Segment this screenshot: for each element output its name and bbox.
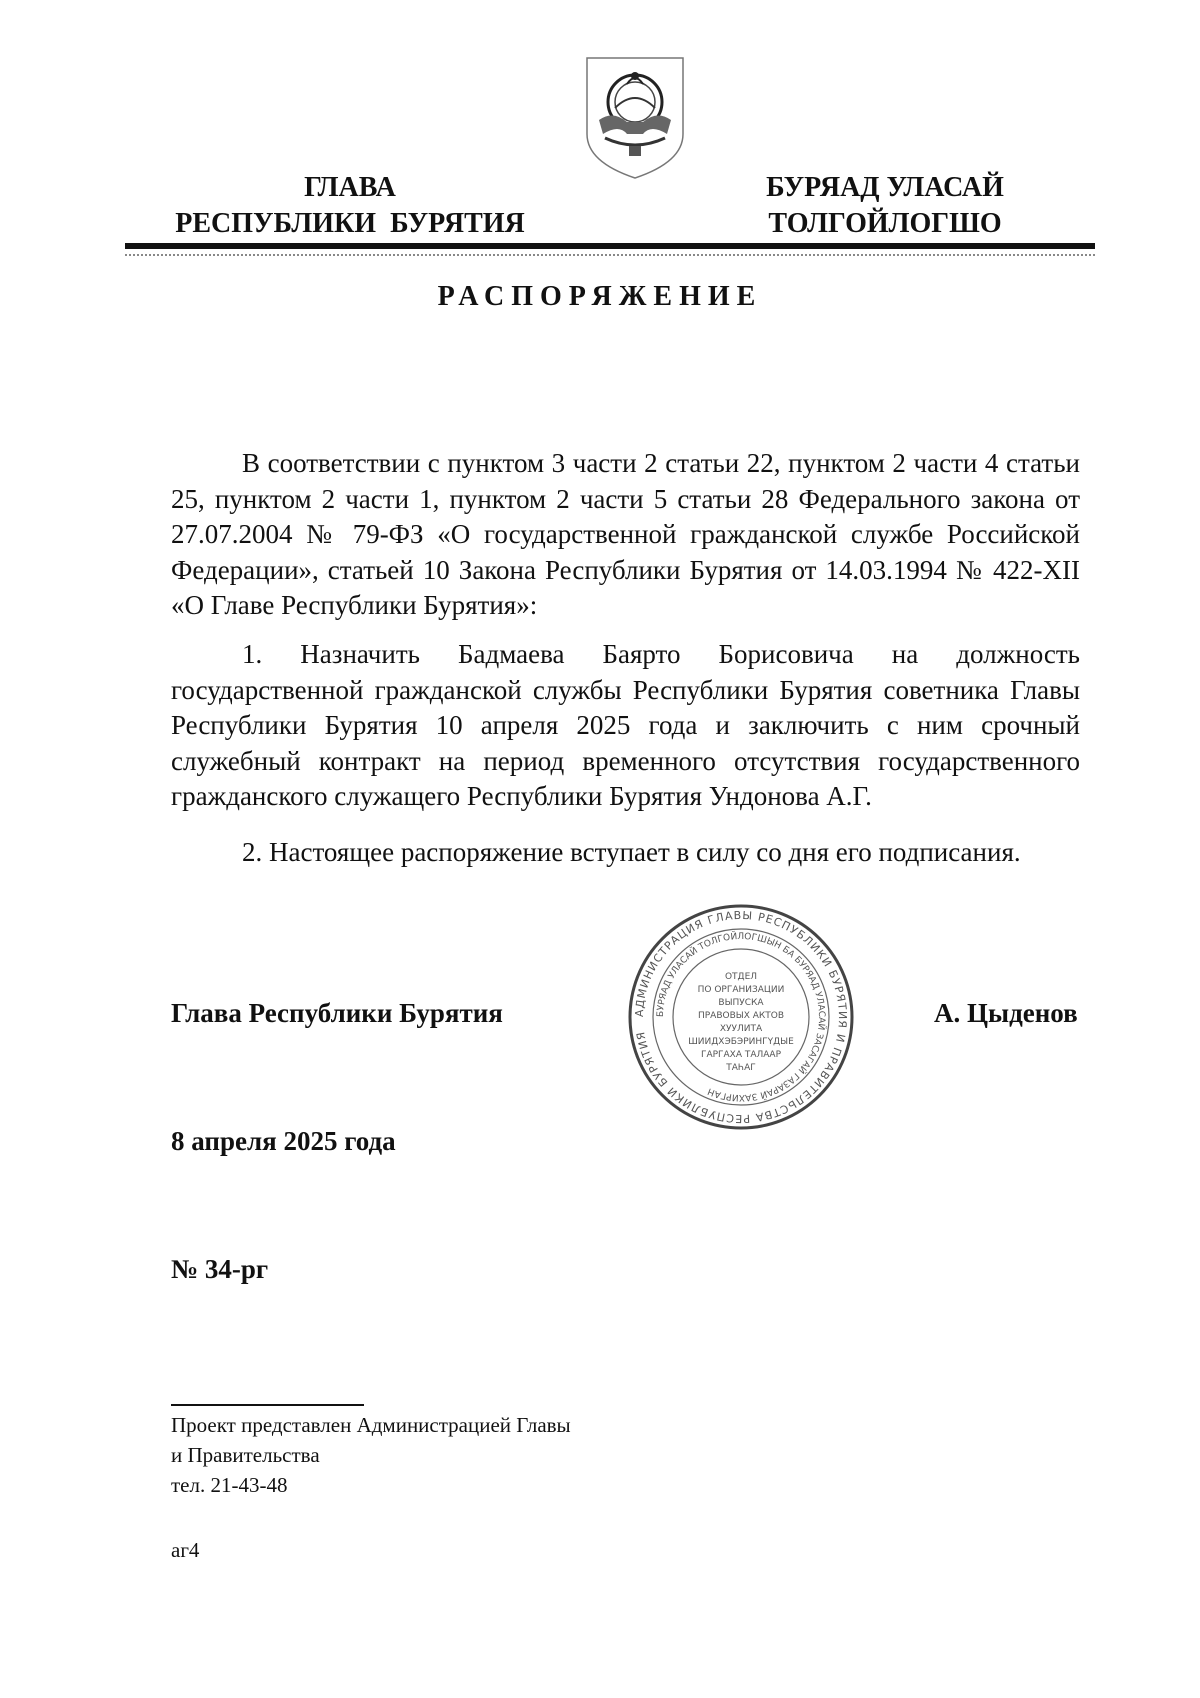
item-1-paragraph: 1. Назначить Бадмаева Баярто Борисовича на должность государственной гражданской службы Республики Бурятия советника Главы Республики Бурятия 10 апреля 2025 года и заключить с ним срочный служебный контракт на период временного отсутствия государственного гражданского служащего Республики Бурятия Ундонова А.Г. xyxy=(171,639,1080,811)
footnote-line1: Проект представлен Администрацией Главы xyxy=(171,1413,571,1437)
preamble-paragraph: В соответствии с пунктом 3 части 2 статьи 22, пунктом 2 части 4 статьи 25, пунктом 2 части 1, пунктом 2 части 5 статьи 28 Федерального закона от 27.07.2004 № 79-ФЗ «О государственной гражданской службе Российской Федерации», статьей 10 Закона Республики Бурятия от 14.03.1994 № 422-XII «О Главе Республики Бурятия»: xyxy=(171,448,1080,620)
footnote-divider xyxy=(171,1404,364,1406)
seal-outer-ring-text: АДМИНИСТРАЦИЯ ГЛАВЫ РЕСПУБЛИКИ БУРЯТИЯ И ПРАВИТЕЛЬСТВА РЕСПУБЛИКИ БУРЯТИЯ xyxy=(632,908,850,1126)
seal-center-line: ШИИДХЭБЭРИНГҮДЫЕ xyxy=(688,1037,794,1047)
seal-center-line: ТАҺАГ xyxy=(726,1063,756,1073)
seal-center-line: ОТДЕЛ xyxy=(724,972,758,982)
header-right-line2: ТОЛГОЙЛОГШО xyxy=(768,208,1002,239)
header-divider-thin xyxy=(125,254,1095,256)
document-number: № 34-рг xyxy=(171,1254,269,1284)
document-date: 8 апреля 2025 года xyxy=(171,1126,396,1156)
seal-center-line: ВЫПУСКА xyxy=(718,998,764,1008)
header-right xyxy=(735,170,1035,242)
footnote-line2: и Правительства xyxy=(171,1443,320,1467)
official-seal-stamp xyxy=(627,903,855,1131)
header-left xyxy=(160,170,540,242)
signatory-name: А. Цыденов xyxy=(934,998,1078,1028)
header-left-line1: ГЛАВА xyxy=(304,172,396,203)
seal-center-line: ПО ОРГАНИЗАЦИИ xyxy=(697,985,785,995)
seal-inner-ring-text: БУРЯАД УЛАСАЙ ТОЛГОЙЛОГШЫН БА БУРЯАД УЛАСАЙ ЗАСАГАЙ ГАЗАРАЙ ЗАХИРГАН xyxy=(655,931,827,1103)
coat-of-arms-emblem xyxy=(583,54,687,182)
signatory-title: Глава Республики Бурятия xyxy=(171,998,503,1028)
header-right-line1: БУРЯАД УЛАСАЙ xyxy=(766,172,1004,203)
header-divider-thick xyxy=(125,243,1095,249)
item-2-paragraph: 2. Настоящее распоряжение вступает в силу со дня его подписания. xyxy=(242,837,1021,867)
seal-center-line: ХУУЛИТА xyxy=(719,1024,763,1034)
header-left-line2: РЕСПУБЛИКИ БУРЯТИЯ xyxy=(175,208,525,239)
document-title: РАСПОРЯЖЕНИЕ xyxy=(437,281,763,312)
seal-center-line: ПРАВОВЫХ АКТОВ xyxy=(697,1011,785,1021)
footnote-line3: тел. 21-43-48 xyxy=(171,1473,288,1497)
footnote xyxy=(171,1410,571,1500)
executor-code: аг4 xyxy=(171,1538,200,1562)
seal-center-line: ГАРГАХА ТАЛААР xyxy=(700,1050,782,1060)
